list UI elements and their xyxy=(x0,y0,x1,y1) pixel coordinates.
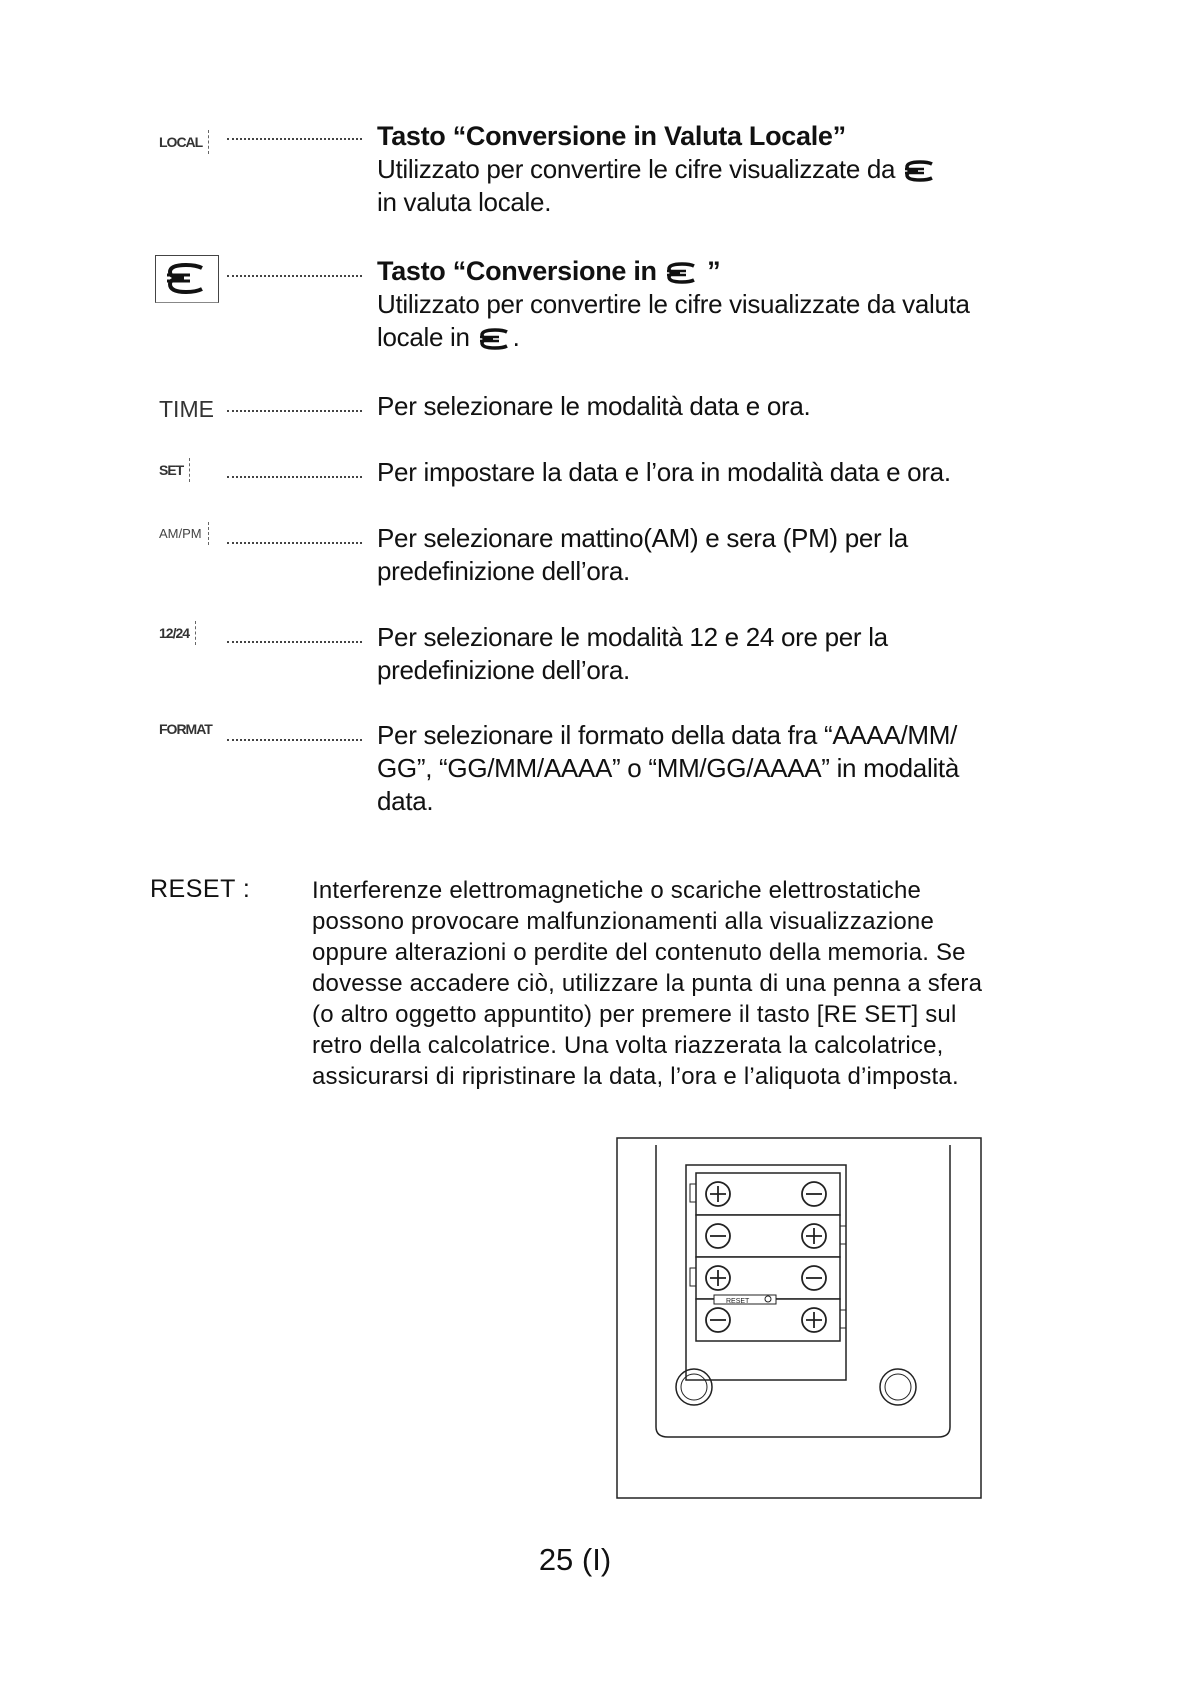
leader-dots xyxy=(227,404,362,412)
reset-label: RESET : xyxy=(150,875,251,903)
reset-paragraph: Interferenze elettromagnetiche o scariche elettrostatiche possono provocare malfunzionamenti alla visualizzazione oppure alterazioni o perdite del contenuto della memoria. Se dovesse accadere ciò, utilizzare la punta di una penna a sfera (o altro oggetto appuntito) per premere il tasto [RE SET] sul retro della calcolatrice. Una volta riazzerata la calcolatrice, assicurarsi di ripristinare la data, l’ora e l’aliquota d’imposta. xyxy=(312,877,983,1090)
euro-key-box xyxy=(155,255,219,303)
key-text-ampm: Per selezionare mattino(AM) e sera (PM) per la predefinizione dell’ora. xyxy=(377,523,908,586)
key-text-format: Per selezionare il formato della data fra “AAAA/MM/ GG”, “GG/MM/AAAA” o “MM/GG/AAAA” in modalità data. xyxy=(377,720,960,816)
euro-symbol-icon xyxy=(477,328,513,350)
key-text-time: Per selezionare le modalità data e ora. xyxy=(377,391,811,421)
page-number: 25 (I) xyxy=(538,1542,612,1577)
key-description-euro xyxy=(377,255,989,354)
reset-hole-label: RESET xyxy=(726,1298,750,1305)
leader-dots xyxy=(227,269,362,277)
key-text-euro-line2 xyxy=(377,321,989,354)
key-text-local-part: Utilizzato per convertire le cifre visualizzate da xyxy=(377,154,896,184)
key-label-ampm: AM/PM xyxy=(155,522,209,545)
leader-dots xyxy=(227,635,362,643)
screw-inner-icon xyxy=(681,1374,707,1400)
euro-key-icon xyxy=(156,256,218,302)
key-label-12-24: 12/24 xyxy=(155,621,196,645)
key-label-time: TIME xyxy=(159,396,214,422)
battery-tab xyxy=(840,1226,846,1244)
screw-inner-icon xyxy=(885,1374,911,1400)
key-title-euro-suffix: ” xyxy=(707,256,721,286)
key-text-euro-line1: Utilizzato per convertire le cifre visualizzate da valuta xyxy=(377,289,970,319)
calculator-back-diagram xyxy=(616,1137,982,1499)
key-title-local: Tasto “Conversione in Valuta Locale” xyxy=(377,121,846,151)
key-description-local xyxy=(377,120,989,219)
euro-symbol-icon xyxy=(902,160,938,182)
battery-tab xyxy=(840,1310,846,1328)
leader-dots xyxy=(227,733,362,741)
key-text-12-24: Per selezionare le modalità 12 e 24 ore per la predefinizione dell’ora. xyxy=(377,622,888,685)
key-text-euro-period: . xyxy=(512,322,520,352)
key-text-local-line1 xyxy=(377,153,989,186)
leader-dots xyxy=(227,536,362,544)
key-text-local-line2: in valuta locale. xyxy=(377,187,552,217)
key-title-euro xyxy=(377,255,989,288)
key-text-euro-part: locale in xyxy=(377,322,470,352)
leader-dots xyxy=(227,132,362,140)
key-label-set: SET xyxy=(155,458,190,482)
battery-tab xyxy=(690,1268,696,1286)
key-title-euro-part: Tasto “Conversione in xyxy=(377,256,657,286)
key-label-local: LOCAL xyxy=(155,130,209,154)
key-text-set: Per impostare la data e l’ora in modalità data e ora. xyxy=(377,457,951,487)
key-label-format: FORMAT xyxy=(159,721,212,737)
leader-dots xyxy=(227,470,362,478)
battery-tab xyxy=(690,1184,696,1202)
euro-symbol-icon xyxy=(664,262,700,284)
